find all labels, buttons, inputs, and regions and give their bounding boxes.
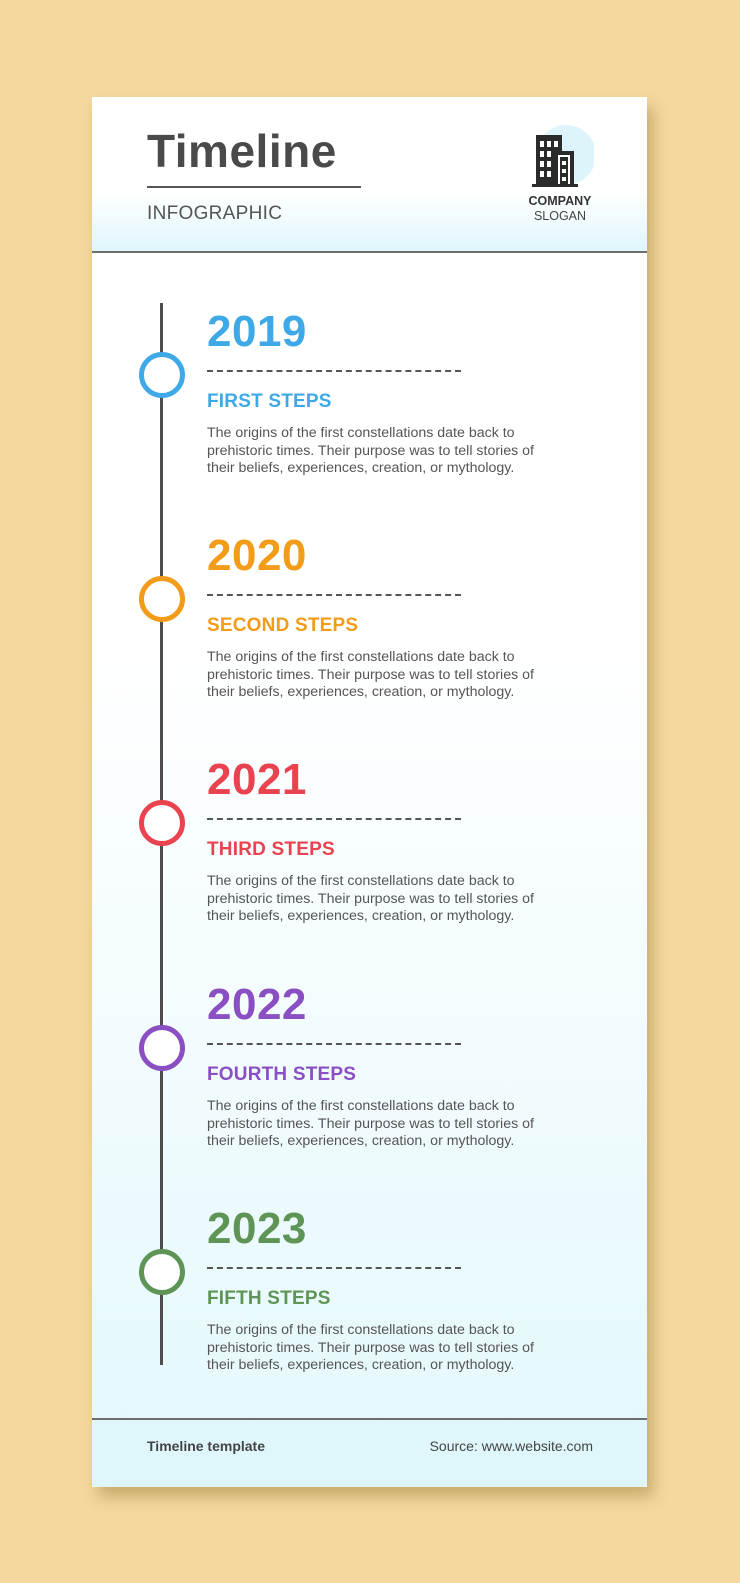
company-slogan: SLOGAN	[533, 209, 587, 223]
timeline-year: 2023	[207, 1204, 307, 1253]
timeline-description: The origins of the first constellations date back to prehistoric times. Their purpose was to tell stories of their beliefs, experiences, creation, or mythology.	[207, 1098, 534, 1149]
building-icon	[524, 125, 594, 191]
timeline-item	[92, 307, 647, 507]
dashed-divider	[207, 818, 461, 820]
dashed-divider	[207, 594, 461, 596]
timeline-year: 2019	[207, 307, 307, 356]
timeline-description: The origins of the first constellations date back to prehistoric times. Their purpose was to tell stories of their beliefs, experiences, creation, or mythology.	[207, 873, 534, 924]
header	[92, 97, 647, 253]
infographic-card	[92, 97, 647, 1487]
timeline-year: 2020	[207, 531, 307, 580]
timeline-year: 2021	[207, 755, 307, 804]
timeline-year: 2022	[207, 980, 307, 1029]
timeline-marker	[139, 1025, 185, 1071]
timeline-item	[92, 531, 647, 731]
timeline-marker	[139, 576, 185, 622]
footer	[92, 1418, 647, 1487]
timeline-item	[92, 1204, 647, 1404]
timeline-step-title: FIFTH STEPS	[207, 1288, 331, 1309]
company-name: COMPANY	[528, 194, 592, 208]
company-logo	[510, 125, 610, 225]
dashed-divider	[207, 1043, 461, 1045]
footer-label: Timeline template	[147, 1438, 266, 1454]
timeline-marker	[139, 1249, 185, 1295]
timeline-step-title: THIRD STEPS	[207, 839, 335, 860]
page-title: Timeline	[147, 125, 337, 177]
timeline-description: The origins of the first constellations date back to prehistoric times. Their purpose was to tell stories of their beliefs, experiences, creation, or mythology.	[207, 425, 534, 476]
timeline-marker	[139, 800, 185, 846]
page-subtitle: INFOGRAPHIC	[147, 203, 283, 224]
timeline-item	[92, 755, 647, 955]
timeline-step-title: FIRST STEPS	[207, 391, 332, 412]
footer-source: Source: www.website.com	[429, 1438, 593, 1454]
timeline-step-title: FOURTH STEPS	[207, 1064, 357, 1085]
timeline-description: The origins of the first constellations date back to prehistoric times. Their purpose was to tell stories of their beliefs, experiences, creation, or mythology.	[207, 649, 534, 700]
dashed-divider	[207, 370, 461, 372]
title-underline	[147, 186, 361, 188]
timeline-item	[92, 980, 647, 1180]
timeline-step-title: SECOND STEPS	[207, 615, 359, 636]
dashed-divider	[207, 1267, 461, 1269]
timeline-marker	[139, 352, 185, 398]
timeline-description: The origins of the first constellations date back to prehistoric times. Their purpose was to tell stories of their beliefs, experiences, creation, or mythology.	[207, 1322, 534, 1373]
